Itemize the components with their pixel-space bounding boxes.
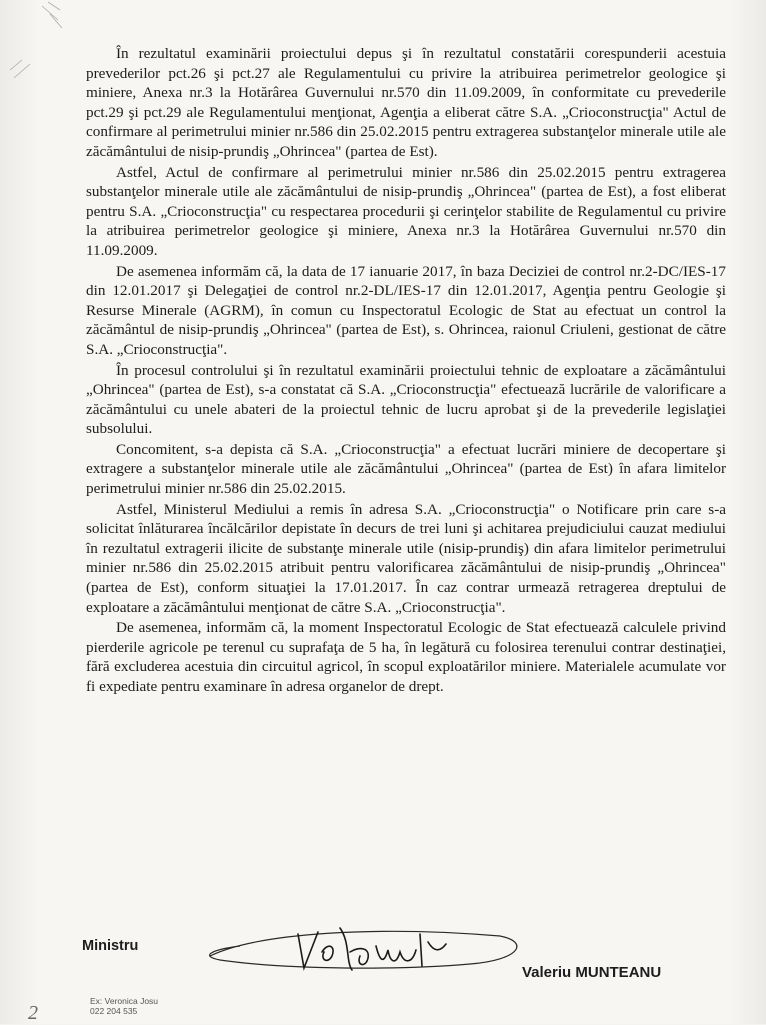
handwritten-signature bbox=[200, 912, 530, 984]
paragraph-4: În procesul controlului şi în rezultatul examinării proiectului tehnic de exploatare a zăcământului „Ohrincea" (partea de Est), s-a constatat că S.A. „Crioconstrucţia" efectuează lucrările de valorificare a zăcământului cu unele abateri de la proiectul tehnic de lucru aprobat şi de la prevederile legislaţiei subsolului. bbox=[86, 361, 726, 438]
paragraph-2: Astfel, Actul de confirmare al perimetrului minier nr.586 din 25.02.2015 pentru extragerea substanţelor minerale utile ale zăcământului de nisip-prundiş „Ohrincea" (partea de Est), a fost eliberat pentru S.A. „Crioconstrucţia" cu respectarea procedurii şi cerinţelor stabilite de Regulamentul cu privire la atribuirea perimetrelor geologice şi miniere, Anexa nr.3 la Hotărârea Guvernului nr.570 din 11.09.2009. bbox=[86, 163, 726, 259]
paragraph-3: De asemenea informăm că, la data de 17 ianuarie 2017, în baza Deciziei de control nr.2-DC/IES-17 din 12.01.2017 şi Delegaţiei de control nr.2-DL/IES-17 din 12.01.2017, Agenţia pentru Geologie şi Resurse Minerale (AGRM), în comun cu Inspectoratul Ecologic de Stat au efectuat un control la zăcământul de nisip-prundiş „Ohrincea" (partea de Est), s. Ohrincea, raionul Criuleni, gestionat de către S.A. „Crioconstrucţia". bbox=[86, 262, 726, 358]
paragraph-5: Concomitent, s-a depista că S.A. „Crioconstrucţia" a efectuat lucrări miniere de decopertare şi extragere a substanţelor minerale utile ale zăcământului „Ohrincea" (partea de Est) în afara limitelor perimetrului minier nr.586 din 25.02.2015. bbox=[86, 440, 726, 498]
executor-name: Ex: Veronica Josu bbox=[90, 996, 159, 1006]
corner-scratch-marks bbox=[0, 0, 70, 80]
executor-phone: 022 204 535 bbox=[90, 1006, 138, 1016]
page-number: 2 bbox=[28, 1002, 38, 1024]
signatory-name: Valeriu MUNTEANU bbox=[522, 964, 662, 981]
executor-footer bbox=[90, 996, 158, 1016]
letter-body bbox=[86, 44, 726, 698]
signatory-role: Ministru bbox=[82, 938, 139, 954]
paragraph-6: Astfel, Ministerul Mediului a remis în adresa S.A. „Crioconstrucţia" o Notificare prin care s-a solicitat înlăturarea încălcărilor depistate în decurs de trei luni şi achitarea prejudiciului cauzat mediului în rezultatul extragerii ilicite de substanţe minerale utile (nisip-prundiş) din afara limitelor perimetrului minier nr.586 din 25.02.2015 atribuit pentru valorificarea zăcământului de nisip-prundiş „Ohrincea" (partea de Est), conform situaţiei la 17.01.2017. În caz contrar urmează retragerea dreptului de exploatare a zăcământului menţionat de către S.A. „Crioconstrucţia". bbox=[86, 500, 726, 616]
signature-block bbox=[0, 908, 766, 998]
paragraph-7: De asemenea, informăm că, la moment Inspectoratul Ecologic de Stat efectuează calculele privind pierderile agricole pe terenul cu suprafaţa de 5 ha, în legătură cu folosirea terenului contrar destinaţiei, fără excluderea acestuia din circuitul agricol, în scopul exploatărilor miniere. Materialele acumulate vor fi expediate pentru examinare în adresa organelor de drept. bbox=[86, 619, 726, 695]
paragraph-1: În rezultatul examinării proiectului depus şi în rezultatul constatării corespunderii acestuia prevederilor pct.26 şi pct.27 ale Regulamentului cu privire la atribuirea perimetrelor geologice şi miniere, Anexa nr.3 la Hotărârea Guvernului nr.570 din 11.09.2009, în conformitate cu prevederile pct.29 şi pct.29 ale Regulamentului menţionat, Agenţia a eliberat către S.A. „Crioconstrucţia" Actul de confirmare al perimetrului minier nr.586 din 25.02.2015 pentru extragerea substanţelor minerale utile ale zăcământului de nisip-prundiş „Ohrincea" (partea de Est). bbox=[86, 45, 726, 160]
